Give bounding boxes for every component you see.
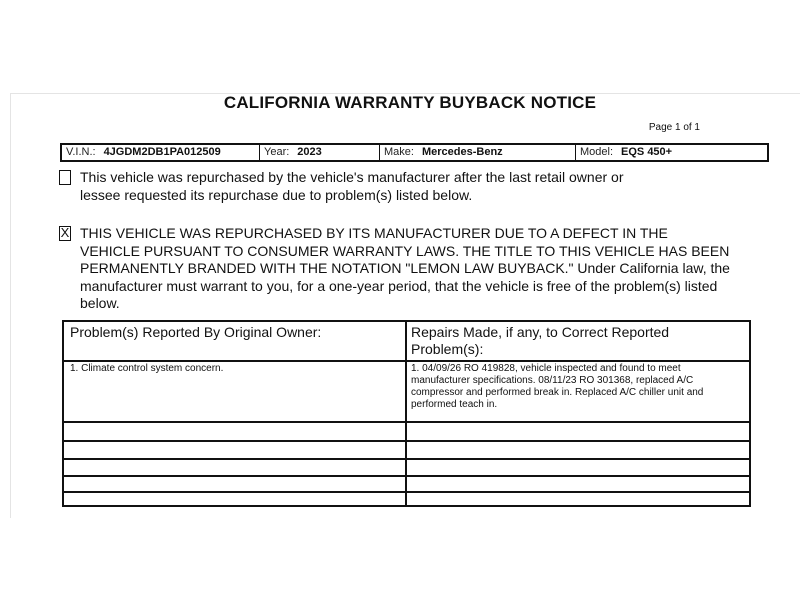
year-label: Year: bbox=[264, 146, 290, 158]
row-divider bbox=[64, 458, 749, 460]
year-value: 2023 bbox=[297, 146, 322, 158]
repair-cell: 1. 04/09/26 RO 419828, vehicle inspected and found to meet manufacturer specifications. 08/11/23 RO 301368, replaced A/C compressor and performed break in. Replaced A/C chiller unit and performed teach in. bbox=[411, 363, 704, 410]
make-label: Make: bbox=[384, 146, 414, 158]
model-cell bbox=[576, 145, 767, 160]
page-title: CALIFORNIA WARRANTY BUYBACK NOTICE bbox=[223, 93, 597, 112]
row-divider bbox=[64, 360, 749, 362]
model-value: EQS 450+ bbox=[621, 146, 673, 158]
vehicle-info-bar bbox=[60, 143, 769, 162]
repairs-header: Repairs Made, if any, to Correct Reported Problem(s): bbox=[411, 324, 670, 357]
vin-cell bbox=[62, 145, 260, 160]
vin-label: V.I.N.: bbox=[66, 146, 96, 158]
year-cell bbox=[260, 145, 380, 160]
problem-cell: 1. Climate control system concern. bbox=[70, 363, 224, 374]
owner-request-checkbox[interactable] bbox=[59, 170, 71, 185]
page-number: Page 1 of 1 bbox=[648, 122, 700, 133]
row-divider bbox=[64, 491, 749, 493]
owner-request-text: This vehicle was repurchased by the vehicle's manufacturer after the last retail owner or lessee requested its repurchase due to problem(s) listed below. bbox=[80, 169, 624, 203]
lemon-law-checkbox[interactable]: X bbox=[60, 225, 70, 240]
model-label: Model: bbox=[580, 146, 614, 158]
make-cell bbox=[380, 145, 576, 160]
row-divider bbox=[64, 475, 749, 477]
problems-header: Problem(s) Reported By Original Owner: bbox=[70, 324, 322, 340]
lemon-law-text: THIS VEHICLE WAS REPURCHASED BY ITS MANUFACTURER DUE TO A DEFECT IN THE VEHICLE PURSUANT TO CONSUMER WARRANTY LAWS. THE TITLE TO THIS VEHICLE HAS BEEN PERMANENTLY BRANDED WITH THE NOTATION "LEMON LAW BUYBACK." Under California law, the manufacturer must warrant to you, for a one-year period, that the vehicle is free of the problem(s) listed below. bbox=[80, 225, 730, 311]
make-value: Mercedes-Benz bbox=[421, 146, 503, 158]
column-divider bbox=[405, 322, 407, 505]
vin-value: 4JGDM2DB1PA012509 bbox=[103, 146, 221, 158]
row-divider bbox=[64, 421, 749, 423]
row-divider bbox=[64, 440, 749, 442]
problems-repairs-table bbox=[62, 320, 751, 507]
